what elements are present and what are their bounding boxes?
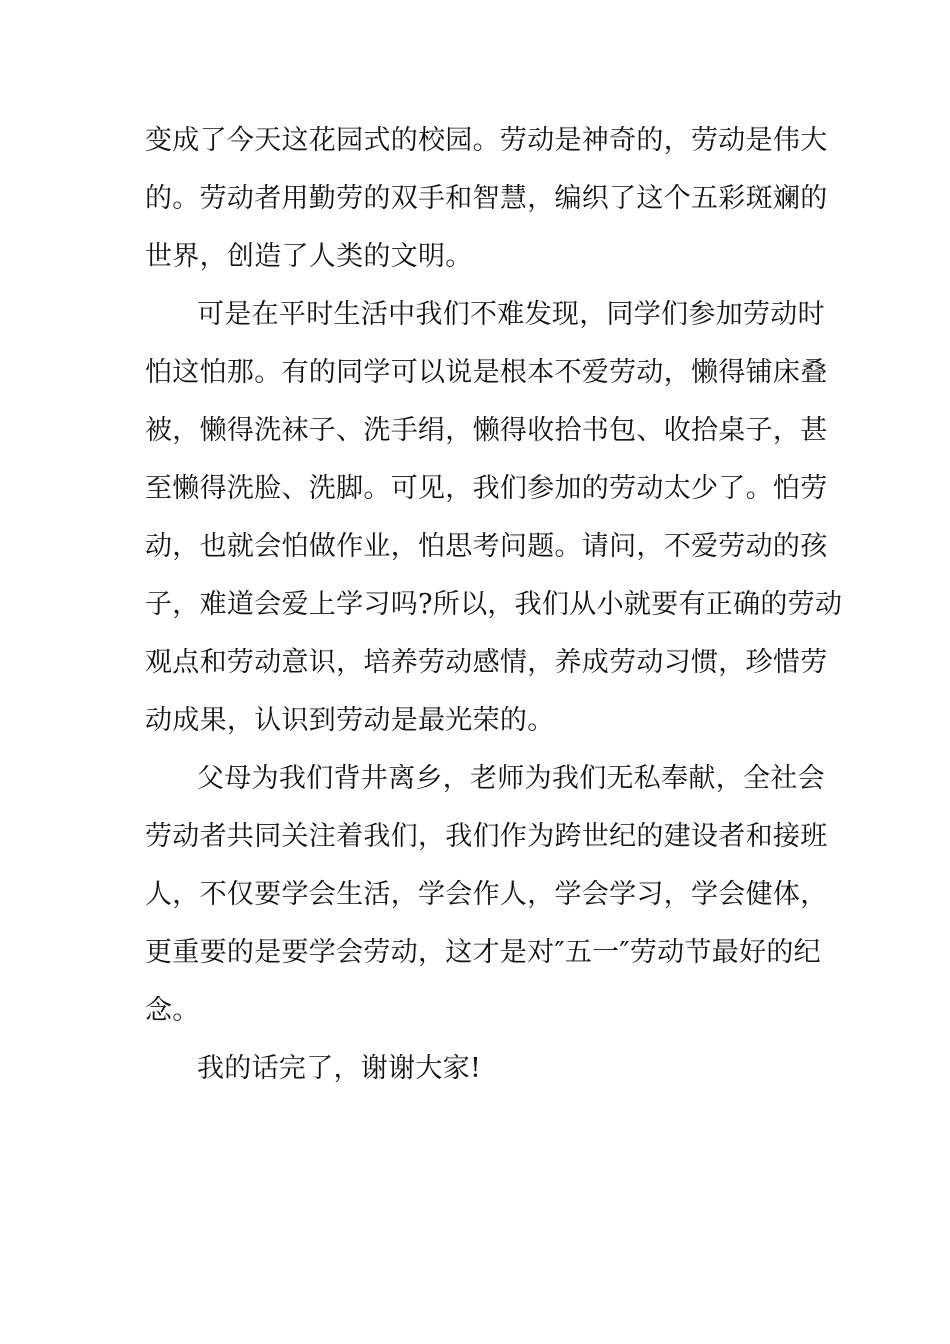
text-line: 观点和劳动意识，培养劳动感情，养成劳动习惯，珍惜劳 xyxy=(145,647,828,678)
text-line: 念。 xyxy=(145,995,200,1026)
text-line: 劳动者共同关注着我们，我们作为跨世纪的建设者和接班 xyxy=(145,821,828,852)
text-line: 动，也就会怕做作业，怕思考问题。请问，不爱劳动的孩 xyxy=(145,531,828,562)
text-line: 我的话完了，谢谢大家! xyxy=(197,1053,482,1084)
text-line: 的。劳动者用勤劳的双手和智慧，编织了这个五彩斑斓的 xyxy=(145,183,828,214)
paragraph-continuation xyxy=(145,112,828,286)
paragraph-parents-teachers xyxy=(145,750,828,1040)
text-line: 父母为我们背井离乡，老师为我们无私奉献，全社会 xyxy=(197,763,825,794)
paragraph-closing xyxy=(145,1040,815,1098)
text-line: 至懒得洗脸、洗脚。可见，我们参加的劳动太少了。怕劳 xyxy=(145,473,828,504)
text-line: 人，不仅要学会生活，学会作人，学会学习，学会健体， xyxy=(145,879,828,910)
text-line: 子，难道会爱上学习吗?所以，我们从小就要有正确的劳动 xyxy=(145,589,843,620)
text-line: 可是在平时生活中我们不难发现，同学们参加劳动时 xyxy=(197,299,825,330)
text-line: 怕这怕那。有的同学可以说是根本不爱劳动，懒得铺床叠 xyxy=(145,357,828,388)
text-line: 被，懒得洗袜子、洗手绢，懒得收拾书包、收拾桌子，甚 xyxy=(145,415,828,446)
text-line: 世界，创造了人类的文明。 xyxy=(145,241,473,272)
text-line: 更重要的是要学会劳动，这才是对″五一″劳动节最好的纪 xyxy=(145,937,821,968)
text-line: 变成了今天这花园式的校园。劳动是神奇的，劳动是伟大 xyxy=(145,125,828,156)
text-line: 动成果，认识到劳动是最光荣的。 xyxy=(145,705,555,736)
paragraph-labor-habits xyxy=(145,286,843,750)
document-body xyxy=(145,112,843,1098)
